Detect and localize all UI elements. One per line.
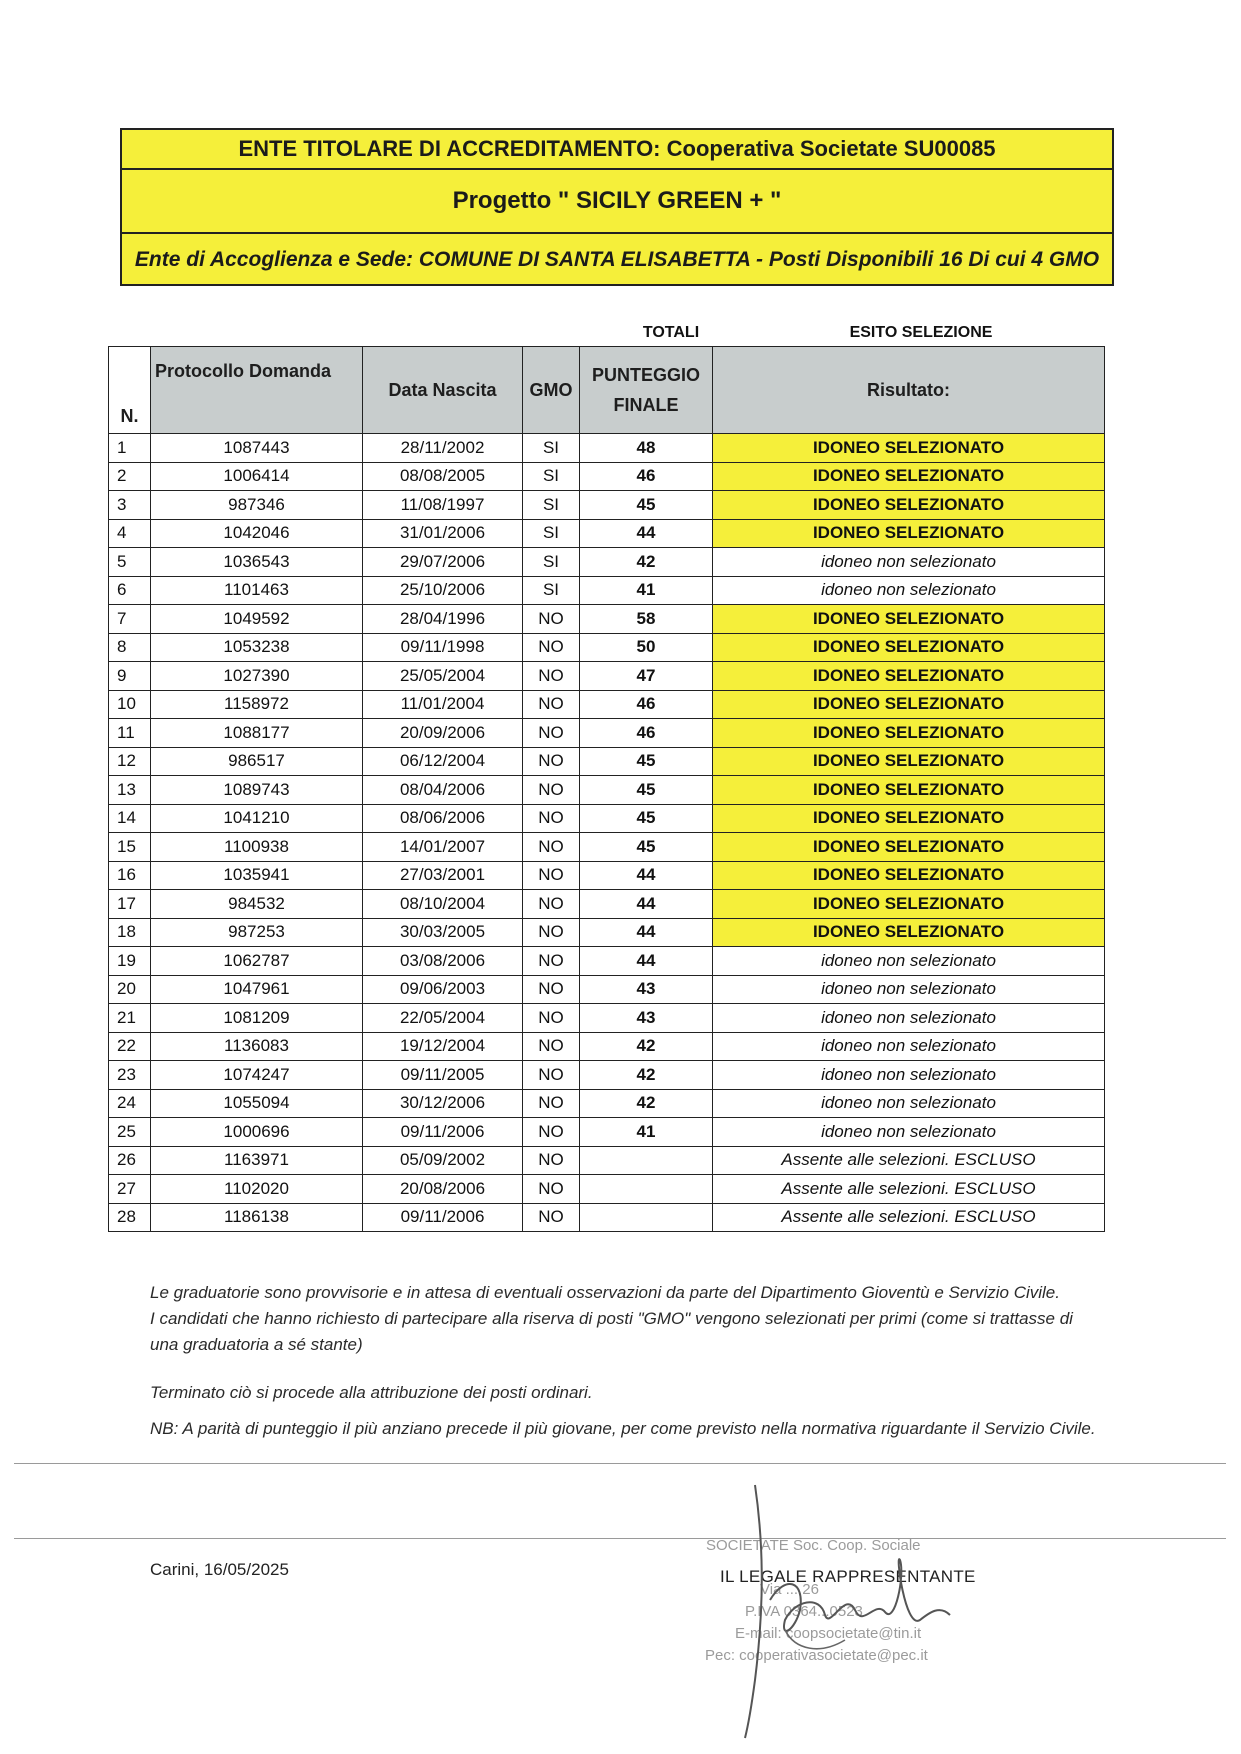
divider-line (14, 1538, 1226, 1539)
risultato-cell: IDONEO SELEZIONATO (713, 833, 1105, 862)
punteggio-cell: 44 (580, 519, 713, 548)
data-nascita-cell: 03/08/2006 (363, 947, 523, 976)
row-number: 14 (109, 804, 151, 833)
punteggio-cell (580, 1175, 713, 1204)
gmo-cell: NO (523, 1175, 580, 1204)
gmo-cell: NO (523, 833, 580, 862)
row-number: 26 (109, 1146, 151, 1175)
risultato-cell: idoneo non selezionato (713, 947, 1105, 976)
data-nascita-cell: 30/12/2006 (363, 1089, 523, 1118)
legal-representative-label: IL LEGALE RAPPRESENTANTE (720, 1567, 976, 1586)
note-ordinari: Terminato ciò si procede alla attribuzione dei posti ordinari. (150, 1383, 593, 1402)
punteggio-cell: 42 (580, 1032, 713, 1061)
risultato-cell: IDONEO SELEZIONATO (713, 918, 1105, 947)
row-number: 11 (109, 719, 151, 748)
company-stamp: SOCIETATE Soc. Coop. Sociale Via ... 26 P.IVA 0364...0523 E-mail: coopsocietate@tin.it Pec: cooperativasocietate@pec.it (705, 1537, 928, 1664)
data-nascita-cell: 09/11/2005 (363, 1061, 523, 1090)
risultato-cell: Assente alle selezioni. ESCLUSO (713, 1175, 1105, 1204)
data-nascita-cell: 28/11/2002 (363, 434, 523, 463)
risultato-cell: idoneo non selezionato (713, 1118, 1105, 1147)
data-nascita-cell: 20/08/2006 (363, 1175, 523, 1204)
gmo-cell: NO (523, 1061, 580, 1090)
protocollo-cell: 1089743 (151, 776, 363, 805)
notes (150, 1280, 1100, 1464)
row-number: 27 (109, 1175, 151, 1204)
table-row (109, 947, 1105, 976)
protocollo-cell: 1158972 (151, 690, 363, 719)
row-number: 18 (109, 918, 151, 947)
table-row (109, 804, 1105, 833)
row-number: 12 (109, 747, 151, 776)
table-row (109, 833, 1105, 862)
punteggio-cell: 43 (580, 1004, 713, 1033)
risultato-cell: idoneo non selezionato (713, 1032, 1105, 1061)
row-number: 22 (109, 1032, 151, 1061)
progetto-title: Progetto " SICILY GREEN + " (122, 170, 1112, 234)
row-number: 2 (109, 462, 151, 491)
data-nascita-cell: 05/09/2002 (363, 1146, 523, 1175)
protocollo-cell: 1062787 (151, 947, 363, 976)
protocollo-cell: 1100938 (151, 833, 363, 862)
risultato-cell: IDONEO SELEZIONATO (713, 662, 1105, 691)
punteggio-cell: 50 (580, 633, 713, 662)
ente-titolare-line: ENTE TITOLARE DI ACCREDITAMENTO: Cooperativa Societate SU00085 (122, 130, 1112, 170)
esito-selezione-label: ESITO SELEZIONE (849, 324, 993, 341)
punteggio-cell: 42 (580, 1089, 713, 1118)
table-row (109, 434, 1105, 463)
data-nascita-cell: 19/12/2004 (363, 1032, 523, 1061)
row-number: 13 (109, 776, 151, 805)
table-row (109, 491, 1105, 520)
note-provisional: Le graduatorie sono provvisorie e in attesa di eventuali osservazioni da parte del Dipartimento Gioventù e Servizio Civile. (150, 1283, 1060, 1302)
punteggio-cell: 43 (580, 975, 713, 1004)
table-row (109, 633, 1105, 662)
risultato-cell: Assente alle selezioni. ESCLUSO (713, 1203, 1105, 1232)
table-header-row (109, 347, 1105, 434)
protocollo-cell: 1000696 (151, 1118, 363, 1147)
table-row (109, 747, 1105, 776)
data-nascita-cell: 22/05/2004 (363, 1004, 523, 1033)
table-row (109, 1118, 1105, 1147)
gmo-cell: SI (523, 576, 580, 605)
row-number: 5 (109, 548, 151, 577)
table-row (109, 519, 1105, 548)
protocollo-cell: 1074247 (151, 1061, 363, 1090)
table-row (109, 576, 1105, 605)
risultato-cell: IDONEO SELEZIONATO (713, 776, 1105, 805)
ente-accoglienza-line: Ente di Accoglienza e Sede: COMUNE DI SANTA ELISABETTA - Posti Disponibili 16 Di cui 4 GMO (134, 248, 1100, 271)
punteggio-cell: 41 (580, 1118, 713, 1147)
protocollo-cell: 1163971 (151, 1146, 363, 1175)
risultato-cell: idoneo non selezionato (713, 1061, 1105, 1090)
protocollo-cell: 987253 (151, 918, 363, 947)
data-nascita-cell: 14/01/2007 (363, 833, 523, 862)
row-number: 21 (109, 1004, 151, 1033)
protocollo-cell: 1088177 (151, 719, 363, 748)
row-number: 10 (109, 690, 151, 719)
data-nascita-cell: 27/03/2001 (363, 861, 523, 890)
data-nascita-cell: 06/12/2004 (363, 747, 523, 776)
risultato-cell: idoneo non selezionato (713, 975, 1105, 1004)
punteggio-cell: 42 (580, 548, 713, 577)
row-number: 19 (109, 947, 151, 976)
row-number: 20 (109, 975, 151, 1004)
protocollo-cell: 1136083 (151, 1032, 363, 1061)
row-number: 17 (109, 890, 151, 919)
data-nascita-cell: 08/08/2005 (363, 462, 523, 491)
punteggio-cell: 46 (580, 719, 713, 748)
gmo-cell: NO (523, 947, 580, 976)
protocollo-cell: 984532 (151, 890, 363, 919)
punteggio-cell: 48 (580, 434, 713, 463)
punteggio-cell (580, 1146, 713, 1175)
data-nascita-cell: 25/05/2004 (363, 662, 523, 691)
protocollo-cell: 987346 (151, 491, 363, 520)
gmo-cell: NO (523, 1118, 580, 1147)
protocollo-cell: 1049592 (151, 605, 363, 634)
ranking-table (108, 346, 1105, 1232)
punteggio-cell: 45 (580, 747, 713, 776)
col-gmo: GMO (523, 347, 580, 434)
punteggio-cell: 41 (580, 576, 713, 605)
gmo-cell: SI (523, 519, 580, 548)
protocollo-cell: 1035941 (151, 861, 363, 890)
gmo-cell: SI (523, 462, 580, 491)
gmo-cell: NO (523, 975, 580, 1004)
risultato-cell: IDONEO SELEZIONATO (713, 491, 1105, 520)
gmo-cell: NO (523, 918, 580, 947)
punteggio-cell: 45 (580, 804, 713, 833)
row-number: 3 (109, 491, 151, 520)
table-row (109, 1146, 1105, 1175)
risultato-cell: IDONEO SELEZIONATO (713, 462, 1105, 491)
risultato-cell: IDONEO SELEZIONATO (713, 861, 1105, 890)
protocollo-cell: 1042046 (151, 519, 363, 548)
row-number: 4 (109, 519, 151, 548)
punteggio-cell: 44 (580, 918, 713, 947)
risultato-cell: IDONEO SELEZIONATO (713, 605, 1105, 634)
table-row (109, 1061, 1105, 1090)
protocollo-cell: 1087443 (151, 434, 363, 463)
col-n: N. (109, 347, 151, 434)
col-punteggio: PUNTEGGIO FINALE (580, 347, 713, 434)
table-row (109, 662, 1105, 691)
row-number: 23 (109, 1061, 151, 1090)
col-protocollo: Protocollo Domanda (151, 347, 363, 434)
risultato-cell: idoneo non selezionato (713, 1089, 1105, 1118)
row-number: 9 (109, 662, 151, 691)
gmo-cell: NO (523, 1004, 580, 1033)
col-data-nascita: Data Nascita (363, 347, 523, 434)
data-nascita-cell: 09/11/2006 (363, 1203, 523, 1232)
gmo-cell: NO (523, 804, 580, 833)
punteggio-cell: 44 (580, 947, 713, 976)
table-row (109, 605, 1105, 634)
gmo-cell: NO (523, 605, 580, 634)
punteggio-cell: 45 (580, 776, 713, 805)
table-row (109, 1175, 1105, 1204)
gmo-cell: NO (523, 1032, 580, 1061)
punteggio-cell: 44 (580, 890, 713, 919)
risultato-cell: IDONEO SELEZIONATO (713, 719, 1105, 748)
gmo-cell: NO (523, 861, 580, 890)
risultato-cell: IDONEO SELEZIONATO (713, 690, 1105, 719)
row-number: 1 (109, 434, 151, 463)
data-nascita-cell: 09/11/1998 (363, 633, 523, 662)
risultato-cell: IDONEO SELEZIONATO (713, 804, 1105, 833)
risultato-cell: idoneo non selezionato (713, 548, 1105, 577)
row-number: 6 (109, 576, 151, 605)
protocollo-cell: 1041210 (151, 804, 363, 833)
row-number: 8 (109, 633, 151, 662)
table-row (109, 719, 1105, 748)
risultato-cell: IDONEO SELEZIONATO (713, 633, 1105, 662)
data-nascita-cell: 28/04/1996 (363, 605, 523, 634)
row-number: 25 (109, 1118, 151, 1147)
risultato-cell: idoneo non selezionato (713, 1004, 1105, 1033)
gmo-cell: SI (523, 434, 580, 463)
header-box (120, 128, 1114, 286)
table-row (109, 462, 1105, 491)
note-gmo: I candidati che hanno richiesto di partecipare alla riserva di posti "GMO" vengono selezionati per primi (come si trattasse di una graduatoria a sé stante) (150, 1309, 1073, 1354)
gmo-cell: NO (523, 662, 580, 691)
data-nascita-cell: 08/04/2006 (363, 776, 523, 805)
data-nascita-cell: 29/07/2006 (363, 548, 523, 577)
table-row (109, 861, 1105, 890)
data-nascita-cell: 08/10/2004 (363, 890, 523, 919)
protocollo-cell: 1047961 (151, 975, 363, 1004)
data-nascita-cell: 30/03/2005 (363, 918, 523, 947)
table-row (109, 1032, 1105, 1061)
protocollo-cell: 1036543 (151, 548, 363, 577)
table-row (109, 1203, 1105, 1232)
gmo-cell: NO (523, 719, 580, 748)
table-row (109, 776, 1105, 805)
data-nascita-cell: 20/09/2006 (363, 719, 523, 748)
col-risultato: Risultato: (713, 347, 1105, 434)
risultato-cell: IDONEO SELEZIONATO (713, 890, 1105, 919)
protocollo-cell: 1081209 (151, 1004, 363, 1033)
risultato-cell: IDONEO SELEZIONATO (713, 519, 1105, 548)
totali-label: TOTALI (642, 324, 700, 341)
row-number: 16 (109, 861, 151, 890)
table-row (109, 548, 1105, 577)
punteggio-cell (580, 1203, 713, 1232)
risultato-cell: IDONEO SELEZIONATO (713, 747, 1105, 776)
data-nascita-cell: 11/08/1997 (363, 491, 523, 520)
gmo-cell: SI (523, 548, 580, 577)
protocollo-cell: 1006414 (151, 462, 363, 491)
row-number: 7 (109, 605, 151, 634)
risultato-cell: Assente alle selezioni. ESCLUSO (713, 1146, 1105, 1175)
data-nascita-cell: 11/01/2004 (363, 690, 523, 719)
punteggio-cell: 42 (580, 1061, 713, 1090)
protocollo-cell: 1101463 (151, 576, 363, 605)
gmo-cell: NO (523, 776, 580, 805)
gmo-cell: NO (523, 890, 580, 919)
data-nascita-cell: 09/06/2003 (363, 975, 523, 1004)
protocollo-cell: 986517 (151, 747, 363, 776)
gmo-cell: NO (523, 747, 580, 776)
data-nascita-cell: 09/11/2006 (363, 1118, 523, 1147)
row-number: 24 (109, 1089, 151, 1118)
protocollo-cell: 1102020 (151, 1175, 363, 1204)
handwritten-signature (725, 1480, 1015, 1740)
protocollo-cell: 1055094 (151, 1089, 363, 1118)
protocollo-cell: 1186138 (151, 1203, 363, 1232)
punteggio-cell: 46 (580, 462, 713, 491)
protocollo-cell: 1027390 (151, 662, 363, 691)
risultato-cell: idoneo non selezionato (713, 576, 1105, 605)
note-nb: NB: A parità di punteggio il più anziano precede il più giovane, per come previsto nella normativa riguardante il Servizio Civile. (150, 1419, 1096, 1438)
risultato-cell: IDONEO SELEZIONATO (713, 434, 1105, 463)
place-date: Carini, 16/05/2025 (150, 1560, 289, 1579)
table-row (109, 1004, 1105, 1033)
gmo-cell: NO (523, 633, 580, 662)
punteggio-cell: 58 (580, 605, 713, 634)
data-nascita-cell: 25/10/2006 (363, 576, 523, 605)
punteggio-cell: 44 (580, 861, 713, 890)
data-nascita-cell: 31/01/2006 (363, 519, 523, 548)
gmo-cell: NO (523, 1146, 580, 1175)
gmo-cell: NO (523, 1089, 580, 1118)
table-row (109, 690, 1105, 719)
table-row (109, 890, 1105, 919)
punteggio-cell: 47 (580, 662, 713, 691)
protocollo-cell: 1053238 (151, 633, 363, 662)
punteggio-cell: 46 (580, 690, 713, 719)
row-number: 15 (109, 833, 151, 862)
gmo-cell: NO (523, 690, 580, 719)
punteggio-cell: 45 (580, 491, 713, 520)
gmo-cell: SI (523, 491, 580, 520)
punteggio-cell: 45 (580, 833, 713, 862)
table-row (109, 1089, 1105, 1118)
table-row (109, 918, 1105, 947)
data-nascita-cell: 08/06/2006 (363, 804, 523, 833)
table-row (109, 975, 1105, 1004)
gmo-cell: NO (523, 1203, 580, 1232)
row-number: 28 (109, 1203, 151, 1232)
